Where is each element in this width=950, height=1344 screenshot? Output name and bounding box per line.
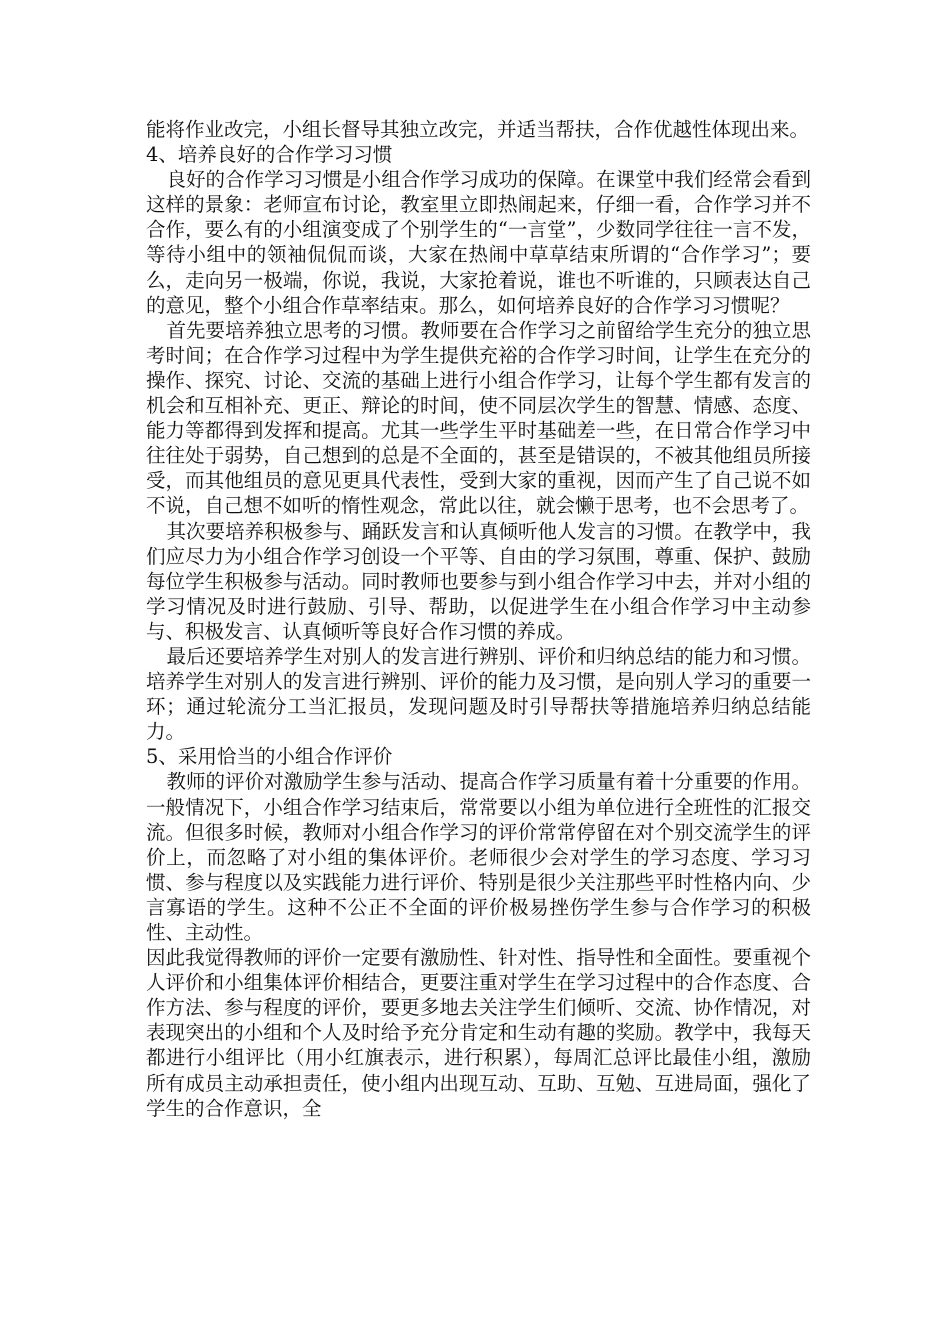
section-heading-5: 5、采用恰当的小组合作评价: [146, 745, 393, 769]
paragraph-active-participation: 其次要培养积极参与、踊跃发言和认真倾听他人发言的习惯。在教学中，我们应尽力为小组合作学习创设一个平等、自由的学习氛围，尊重、保护、鼓励每位学生积极参与活动。同时教师也要参与到小组合作学习中去，并对小组的学习情况及时进行鼓励、引导、帮助，以促进学生在小组合作学习中主动参与、积极发言、认真倾听等良好合作习惯的养成。: [146, 519, 811, 643]
paragraph-habits-intro: 良好的合作学习习惯是小组合作学习成功的保障。在课堂中我们经常会看到这样的景象：老师宣布讨论，教室里立即热闹起来，仔细一看，合作学习并不合作，要么有的小组演变成了个别学生的“一言堂”，少数同学往往一言不发，等待小组中的领袖侃侃而谈，大家在热闹中草草结束所谓的“合作学习”；要么，走向另一极端，你说，我说，大家抢着说，谁也不听谁的，只顾表达自己的意见，整个小组合作草率结束。那么，如何培养良好的合作学习习惯呢？: [146, 168, 811, 317]
paragraph-independent-thinking: 首先要培养独立思考的习惯。教师要在合作学习之前留给学生充分的独立思考时间；在合作学习过程中为学生提供充裕的合作学习时间，让学生在充分的操作、探究、讨论、交流的基础上进行小组合作学习，让每个学生都有发言的机会和互相补充、更正、辩论的时间，使不同层次学生的智慧、情感、态度、能力等都得到发挥和提高。尤其一些学生平时基础差一些，在日常合作学习中往往处于弱势，自己想到的总是不全面的，甚至是错误的，不被其他组员所接受，而其他组员的意见更具代表性，受到大家的重视，因而产生了自己说不如不说，自己想不如听的惰性观念，常此以往，就会懒于思考，也不会思考了。: [146, 318, 811, 518]
section-heading-4: 4、培养良好的合作学习习惯: [146, 143, 393, 167]
paragraph-evaluation-principles: 因此我觉得教师的评价一定要有激励性、针对性、指导性和全面性。要重视个人评价和小组集体评价相结合，更要注重对学生在学习过程中的合作态度、合作方法、参与程度的评价，要更多地去关注学生们倾听、交流、协作情况，对表现突出的小组和个人及时给予充分肯定和生动有趣的奖励。教学中，我每天都进行小组评比（用小红旗表示，进行积累），每周汇总评比最佳小组，激励所有成员主动承担责任，使小组内出现互动、互助、互勉、互进局面，强化了学生的合作意识，全: [146, 946, 811, 1120]
document-page: [146, 117, 811, 1121]
paragraph-evaluation-ability: 最后还要培养学生对别人的发言进行辨别、评价和归纳总结的能力和习惯。培养学生对别人的发言进行辨别、评价的能力及习惯，是向别人学习的重要一环；通过轮流分工当汇报员，发现问题及时引导帮扶等措施培养归纳总结能力。: [146, 644, 811, 744]
paragraph-teacher-evaluation: 教师的评价对激励学生参与活动、提高合作学习质量有着十分重要的作用。一般情况下，小组合作学习结束后，常常要以小组为单位进行全班性的汇报交流。但很多时候，教师对小组合作学习的评价常常停留在对个别交流学生的评价上，而忽略了对小组的集体评价。老师很少会对学生的学习态度、学习习惯、参与程度以及实践能力进行评价、特别是很少关注那些平时性格内向、少言寡语的学生。这种不公正不全面的评价极易挫伤学生参与合作学习的积极性、主动性。: [146, 770, 811, 944]
paragraph-continuation: 能将作业改完，小组长督导其独立改完，并适当帮扶，合作优越性体现出来。: [146, 118, 810, 141]
